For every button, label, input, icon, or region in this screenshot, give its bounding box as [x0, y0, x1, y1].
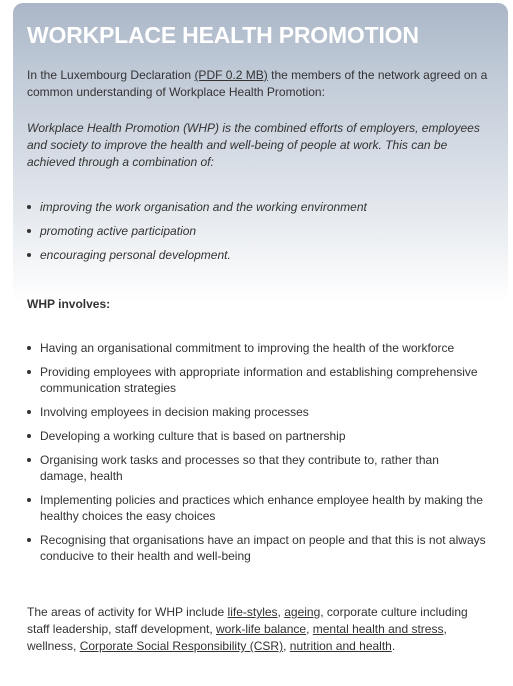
areas-text: , wellness,: [27, 622, 447, 653]
list-item: improving the work organisation and the working environment: [27, 199, 494, 215]
header-panel: [13, 3, 508, 303]
areas-text: ,: [306, 622, 313, 636]
intro-text-end: the members of the network agreed on a common understanding of Workplace Health Promotion:: [27, 68, 488, 99]
areas-text: .: [391, 639, 396, 653]
whp-definition: Workplace Health Promotion (WHP) is the combined efforts of employers, employees and society to improve the health and well-being of people at work. This can be achieved through a combination of:: [27, 121, 480, 169]
work-life-balance-link[interactable]: work-life balance: [216, 622, 307, 636]
areas-paragraph: [27, 604, 487, 655]
list-item: Providing employees with appropriate information and establishing comprehensive communication strategies: [27, 364, 487, 396]
mental-health-link[interactable]: mental health and stress: [312, 622, 444, 636]
list-item: Recognising that organisations have an impact on people and that this is not always conducive to their health and well-being: [27, 532, 487, 564]
areas-text: The areas of activity for WHP include: [27, 605, 228, 619]
whp-involves-heading: WHP involves:: [27, 297, 111, 311]
list-item: Having an organisational commitment to improving the health of the workforce: [27, 340, 487, 356]
csr-link[interactable]: Corporate Social Responsibility (CSR): [79, 639, 284, 653]
areas-text: ,: [277, 605, 285, 619]
main-content: [27, 296, 487, 655]
list-item: Organising work tasks and processes so that they contribute to, rather than damage, health: [27, 452, 487, 484]
life-styles-link[interactable]: life-styles: [227, 605, 278, 619]
areas-text: corporate culture including staff leadership, staff development,: [27, 605, 468, 636]
intro-paragraph: [27, 67, 494, 101]
ageing-link[interactable]: ageing,: [284, 605, 324, 619]
areas-text: ,: [283, 639, 290, 653]
involves-list: [27, 340, 487, 564]
definition-list: [27, 199, 494, 263]
page-title: WORKPLACE HEALTH PROMOTION: [27, 22, 419, 48]
list-item: promoting active participation: [27, 223, 494, 239]
list-item: Developing a working culture that is based on partnership: [27, 428, 487, 444]
pdf-link[interactable]: (PDF 0.2 MB): [194, 68, 268, 82]
nutrition-link[interactable]: nutrition and health: [289, 639, 392, 653]
list-item: encouraging personal development.: [27, 247, 494, 263]
list-item: Implementing policies and practices which enhance employee health by making the healthy choices the easy choices: [27, 492, 487, 524]
intro-text: In the Luxembourg Declaration: [27, 68, 195, 82]
list-item: Involving employees in decision making processes: [27, 404, 487, 420]
